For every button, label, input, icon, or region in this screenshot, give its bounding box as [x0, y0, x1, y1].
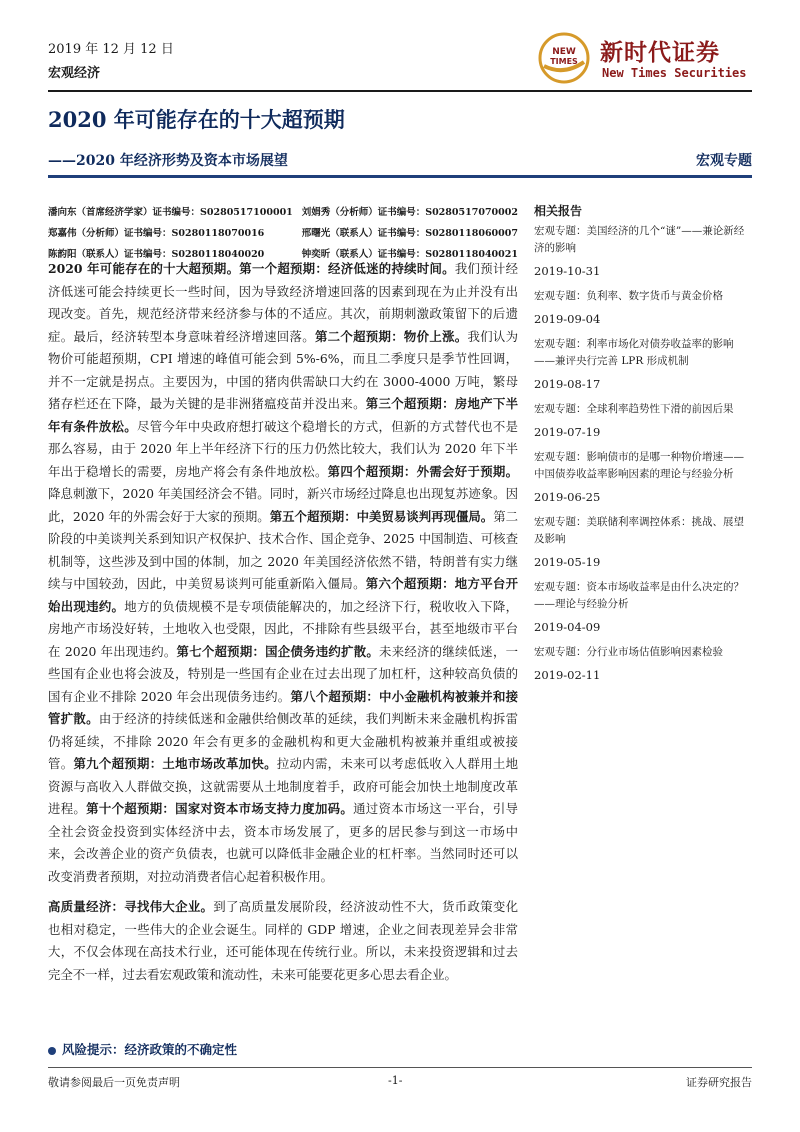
related-report-title: 宏观专题：美国经济的几个“谜”——兼论新经济的影响 [534, 225, 745, 254]
body-bold-run: 第六个超预期：地方平台开始出现违约。 [48, 576, 519, 614]
related-report-date: 2019-05-19 [534, 555, 601, 569]
related-report-date: 2019-02-11 [534, 668, 601, 682]
analyst-entry: 钟奕昕（联系人）证书编号：S0280118040021 [301, 249, 518, 260]
report-date: 2019 年 12 月 12 日 [48, 42, 174, 57]
svg-text:NEW: NEW [552, 47, 576, 57]
bullet-icon [48, 1047, 56, 1055]
body-text-run: 我们预计经济低迷可能会持续更长一些时间，因为导致经济增速回落的因素到现在为止并没有出现改变。首先，规范经济带来经济参与体的不适应。其次，前期刺激政策留下的后遗症。最后，经济转型本身意味着经济增速回落。 [48, 261, 518, 344]
body-text-run: 通过资本市场这一平台，引导全社会资金投资到实体经济中去，资本市场发展了，更多的居民参与到这一市场中来，会改善企业的资产负债表，也就可以降低非金融企业的杠杆率。当然同时还可以改变消费者预期，对拉动消费者信心起着积极作用。 [48, 801, 519, 884]
related-report-title: 宏观专题：分行业市场估值影响因素检验 [534, 646, 723, 658]
related-report-title: 宏观专题：全球利率趋势性下滑的前因后果 [534, 403, 734, 415]
analyst-list [48, 202, 518, 265]
report-category: 宏观经济 [48, 66, 101, 81]
analyst-entry: 郑嘉伟（分析师）证书编号：S0280118070016 [48, 228, 265, 239]
body-paragraph [48, 258, 518, 888]
report-title: 2020 年可能存在的十大超预期 [48, 107, 345, 132]
body-bold-run: 第九个超预期：土地市场改革加快。 [73, 756, 277, 771]
body-text-run: 未来经济的继续低迷，一些国有企业也将会波及，特别是一些国有企业在过去出现了加杠杆，这种较高负债的国有企业不排除 2020 年会出现债务违约。 [48, 643, 518, 704]
related-reports-list [534, 223, 752, 684]
related-report-title: 宏观专题：影响债市的是哪一种物价增速——中国债券收益率影响因素的理论与经验分析 [534, 451, 744, 480]
body-text-run: 降息刺激下，2020 年美国经济会不错。同时，新兴市场经过降息也出现复苏迹象。因此，2020 年的外需会好于大家的预期。 [48, 486, 518, 524]
related-report-title: 宏观专题：美联储利率调控体系：挑战、展望及影响 [534, 516, 744, 545]
report-subtitle: ——2020 年经济形势及资本市场展望 [48, 153, 288, 169]
analyst-row [48, 202, 518, 223]
company-logo [538, 32, 760, 84]
analyst-entry: 邢曙光（联系人）证书编号：S0280118060007 [301, 228, 518, 239]
body-bold-run: 第十个超预期：国家对资本市场支持力度加码。 [86, 801, 354, 816]
footer-divider [48, 1067, 752, 1068]
svg-text:TIMES: TIMES [550, 57, 578, 66]
body-bold-run: 第五个超预期：中美贸易谈判再现僵局。 [269, 508, 494, 524]
body-bold-run: 第三个超预期：房地产下半年有条件放松。 [48, 396, 519, 434]
body-bold-run: 高质量经济：寻找伟大企业。 [48, 899, 214, 914]
footer-disclaimer: 敬请参阅最后一页免责声明 [48, 1076, 180, 1089]
body-text-run: 我们认为物价可能超预期，CPI 增速的峰值可能会到 5%-6%，而且二季度只是季节性回调，并不一定就是拐点。主要因为，中国的猪肉供需缺口大约在 3000-4000 万吨，繁母猪存栏还在下降，最为关键的是非洲猪瘟疫苗并没出来。 [48, 328, 519, 411]
risk-text: 风险提示：经济政策的不确定性 [62, 1042, 238, 1057]
body-bold-run: 第四个超预期：外需会好于预期。 [327, 463, 519, 479]
body-text-run: 由于经济的持续低迷和金融供给侧改革的延续，我们判断未来金融机构拆雷仍将延续，不排除 2020 年会有更多的金融机构和更大金融机构被兼并重组或被接管。 [48, 711, 519, 771]
risk-warning [48, 1040, 237, 1058]
body-text-run: 地方的负债规模不是专项债能解决的，加之经济下行，税收收入下降，房地产市场没好转，土地收入也受限，因此，不排除有些县级平台，甚至地级市平台在 2020 年出现违约。 [48, 598, 519, 659]
related-report-title: 宏观专题：资本市场收益率是由什么决定的？——理论与经验分析 [534, 581, 744, 610]
related-report-date: 2019-08-17 [534, 377, 601, 391]
analyst-entry: 刘娟秀（分析师）证书编号：S0280517070002 [301, 207, 518, 218]
body-text-run: 尽管今年中央政府想打破这个稳增长的方式，但新的方式替代也不是那么容易，由于 2020 年上半年经济下行的压力仍然比较大，我们认为 2020 年下半年出于稳增长的需要，房地产将会有条件地放松。 [48, 418, 519, 479]
page-number: -1- [388, 1074, 403, 1087]
related-report-date: 2019-07-19 [534, 425, 601, 439]
analyst-entry: 陈韵阳（联系人）证书编号：S0280118040020 [48, 249, 265, 260]
related-report-date: 2019-10-31 [534, 264, 601, 278]
related-report-date: 2019-04-09 [534, 620, 601, 634]
analyst-entry: 潘向东（首席经济学家）证书编号：S0280517100001 [48, 207, 293, 218]
body-text-run: 到了高质量发展阶段，经济波动性不大，货币政策变化也相对稳定，一些伟大的企业会诞生。同样的 GDP 增速，企业之间表现差异会非常大，不仅会体现在高技术行业，还可能体现在传统行业。所以，未来投资逻辑和过去完全不一样，过去看宏观政策和流动性，未来可能要花更多心思去看企业。 [48, 899, 519, 982]
body-bold-run: 第八个超预期：中小金融机构被兼并和接管扩散。 [48, 688, 518, 726]
related-reports [534, 202, 752, 692]
footer-report-type: 证券研究报告 [686, 1076, 752, 1089]
related-report-date: 2019-06-25 [534, 490, 601, 504]
body-bold-run: 第二个超预期：物价上涨。 [314, 328, 468, 344]
title-divider [48, 175, 752, 178]
related-reports-heading: 相关报告 [534, 204, 583, 218]
body-bold-run: 第七个超预期：国企债务违约扩散。 [176, 643, 380, 659]
body-bold-run: 2020 年可能存在的十大超预期。第一个超预期：经济低迷的持续时间。 [48, 261, 455, 276]
logo-chinese-name: 新时代证券 [600, 39, 720, 66]
body-text-run: 拉动内需，未来可以考虑低收入人群用土地资源与高收入人群做交换，这就需要从土地制度着手，政府可能会加快土地制度改革进程。 [48, 756, 519, 816]
related-report-date: 2019-09-04 [534, 312, 601, 326]
related-report-title: 宏观专题：负利率、数字货币与黄金价格 [534, 290, 723, 302]
related-report-title: 宏观专题：利率市场化对债券收益率的影响——兼评央行完善 LPR 形成机制 [534, 338, 734, 367]
analyst-row [48, 223, 518, 244]
new-times-logo-icon [538, 32, 590, 84]
report-body [48, 258, 518, 986]
body-paragraph [48, 896, 518, 986]
header-divider [48, 90, 752, 92]
body-text-run: 第二阶段的中美谈判关系到知识产权保护、技术合作、国企竞争、2025 中国制造、可核查机制等，这些涉及到中国的体制，加之 2020 年美国经济依然不错，特朗普有实力继续与中国较劲，因此，中美贸易谈判可能重新陷入僵局。 [48, 508, 518, 591]
logo-english-name: New Times Securities [602, 66, 747, 80]
section-tag: 宏观专题 [696, 153, 752, 169]
